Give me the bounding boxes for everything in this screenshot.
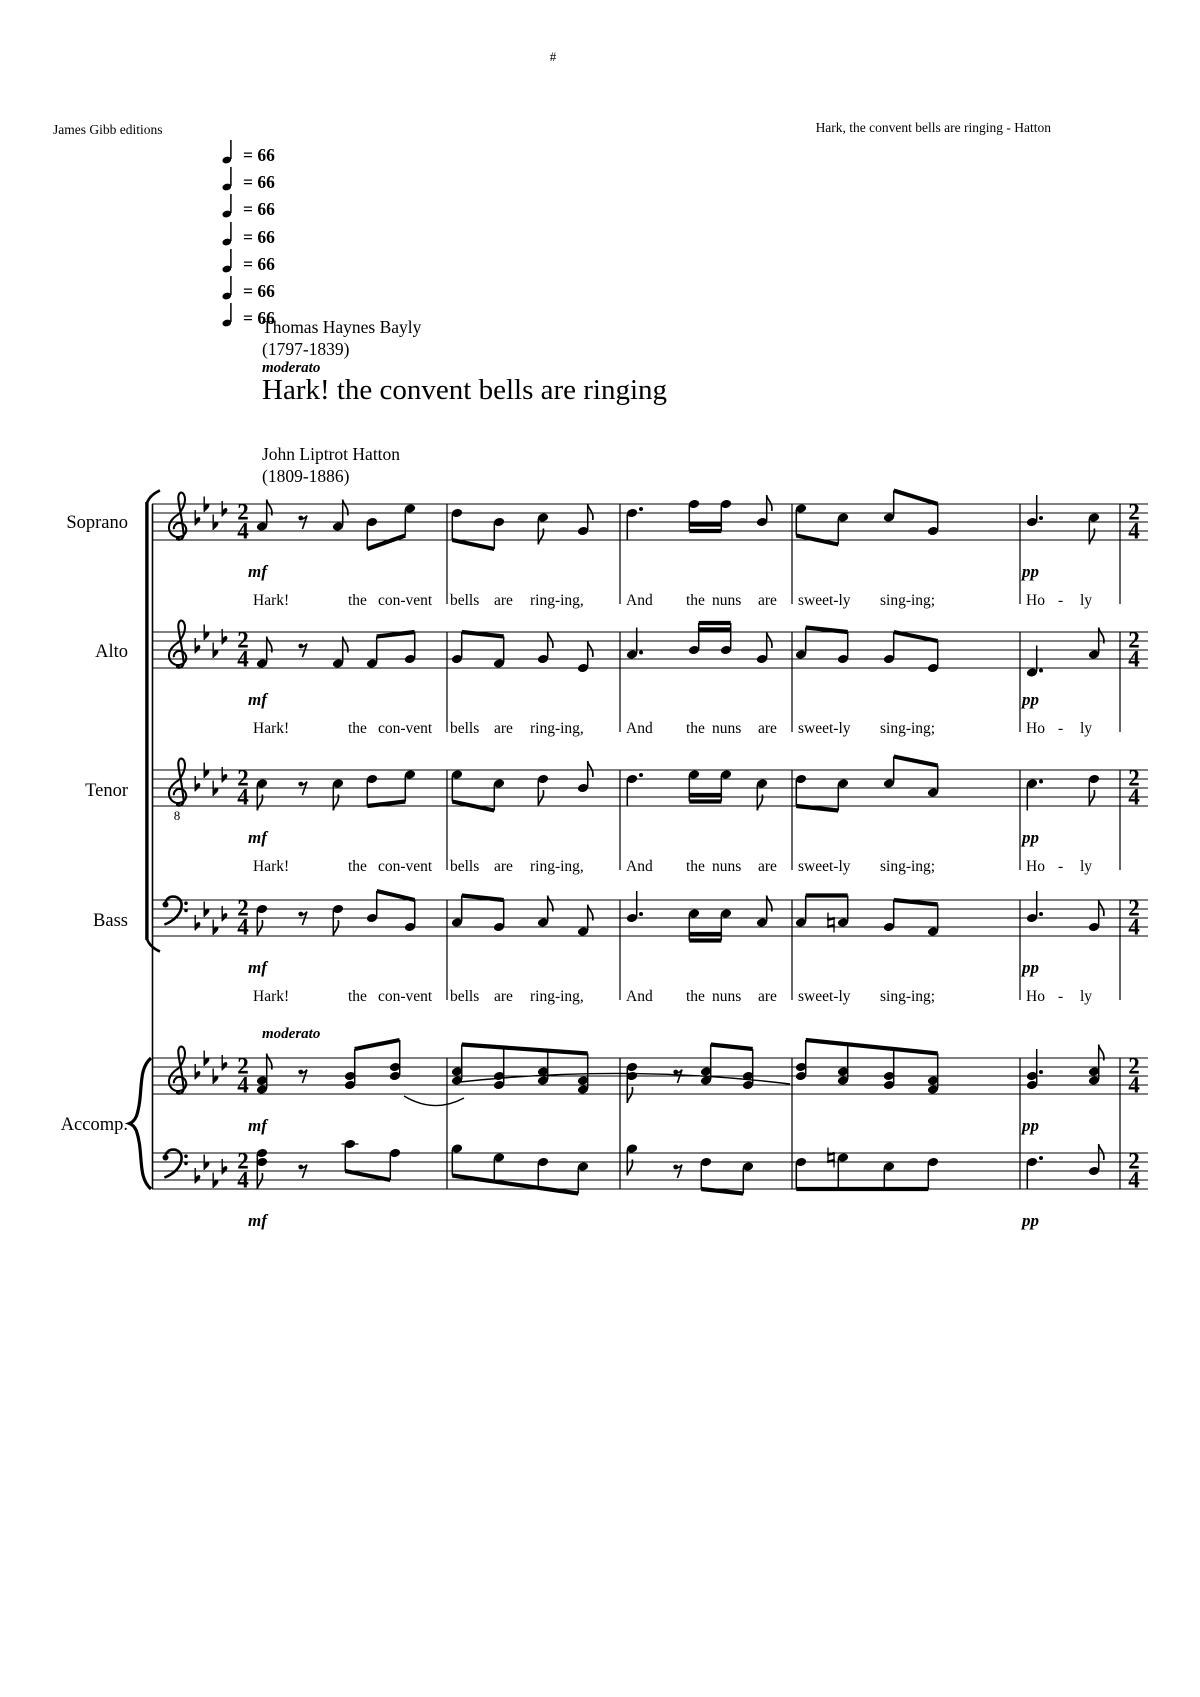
quarter-note-icon [222,192,236,219]
lyric-syllable: - [1058,592,1064,609]
accomp-tempo-text: moderato [262,1026,321,1042]
page-number-symbol: # [549,49,557,64]
dynamic-mf: mf [248,828,267,847]
lyric-syllable: nuns [712,988,742,1005]
composer-dates: (1809-1886) [262,466,350,486]
tempo-text: moderato [262,360,321,376]
lyric-syllable: sweet-ly [798,988,851,1005]
lyric-syllable: nuns [712,720,742,737]
dynamic-pp: pp [1022,690,1039,709]
lyric-syllable: ring-ing, [530,592,584,609]
staff-label-soprano: Soprano [66,513,128,533]
quarter-note-icon [222,247,236,274]
lyric-syllable: are [758,858,777,875]
svg-text:2: 2 [1128,765,1140,791]
lyric-syllable: sing-ing; [880,720,936,737]
lyricist-name: Thomas Haynes Bayly [262,317,422,337]
lyric-syllable: Ho [1026,720,1045,737]
tempo-marking [222,220,275,247]
svg-text:4: 4 [1128,784,1140,810]
lyric-syllable: are [494,720,513,737]
lyric-syllable: the [686,592,705,609]
lyric-syllable: ly [1080,592,1093,609]
svg-text:2: 2 [237,1053,249,1079]
dynamic-mf: mf [248,958,267,977]
running-header: Hark, the convent bells are ringing - Hatton [815,120,1051,135]
lyric-syllable: Ho [1026,592,1045,609]
dynamic-mf: mf [248,1116,267,1135]
lyric-syllable: - [1058,988,1064,1005]
lyric-syllable: the [348,858,367,875]
edition-credit: James Gibb editions [53,122,163,137]
tempo-marking [222,274,275,301]
lyric-syllable: the [348,988,367,1005]
lyric-syllable: con-vent [378,720,433,737]
lyric-syllable: are [758,720,777,737]
svg-text:2: 2 [237,499,249,525]
svg-text:4: 4 [1128,1072,1140,1098]
lyric-syllable: bells [450,720,480,737]
svg-text:2: 2 [1128,1148,1140,1174]
lyric-syllable: the [348,720,367,737]
svg-text:2: 2 [237,627,249,653]
svg-text:4: 4 [1128,1167,1140,1193]
tempo-value: = 66 [243,172,275,193]
lyric-syllable: con-vent [378,592,433,609]
svg-text:4: 4 [237,646,249,672]
svg-text:4: 4 [237,914,249,940]
lyric-syllable: ly [1080,720,1093,737]
staff-label-tenor: Tenor [85,781,128,801]
svg-text:4: 4 [1128,646,1140,672]
lyric-syllable: And [626,592,653,609]
svg-text:2: 2 [1128,1053,1140,1079]
lyric-syllable: sing-ing; [880,592,936,609]
lyric-syllable: ring-ing, [530,720,584,737]
lyric-syllable: are [758,988,777,1005]
lyric-syllable: Hark! [253,592,290,609]
tempo-marking [222,138,275,165]
tempo-marking [222,247,275,274]
dynamic-mf: mf [248,690,267,709]
dynamic-pp: pp [1022,1116,1039,1135]
lyric-syllable: ly [1080,858,1093,875]
tempo-value: = 66 [243,226,275,247]
lyric-syllable: bells [450,858,480,875]
staff-label-bass: Bass [93,911,128,931]
lyric-syllable: bells [450,988,480,1005]
staff-label-accomp: Accomp. [60,1115,128,1135]
lyric-syllable: And [626,720,653,737]
lyric-syllable: And [626,858,653,875]
lyric-syllable: the [686,858,705,875]
tempo-value: = 66 [243,281,275,301]
lyric-syllable: are [494,592,513,609]
svg-text:4: 4 [1128,914,1140,940]
svg-text:2: 2 [1128,499,1140,525]
lyric-syllable: are [494,988,513,1005]
svg-text:2: 2 [237,765,249,791]
lyric-syllable: sing-ing; [880,988,936,1005]
tempo-value: = 66 [243,308,275,329]
lyric-syllable: nuns [712,592,742,609]
dynamic-pp: pp [1022,1211,1039,1230]
quarter-note-icon [222,165,236,192]
svg-text:4: 4 [237,784,249,810]
piece-title: Hark! the convent bells are ringing [262,374,668,406]
dynamic-mf: mf [248,562,267,581]
lyric-syllable: Hark! [253,858,290,875]
dynamic-pp: pp [1022,562,1039,581]
quarter-note-icon [222,138,236,165]
lyric-syllable: sweet-ly [798,592,851,609]
quarter-note-icon [222,220,236,247]
tempo-value: = 66 [243,145,275,165]
lyric-syllable: Hark! [253,988,290,1005]
lyric-syllable: - [1058,858,1064,875]
lyric-syllable: the [686,988,705,1005]
lyric-syllable: Ho [1026,988,1045,1005]
svg-text:2: 2 [237,1148,249,1174]
svg-text:4: 4 [237,1167,249,1193]
dynamic-mf: mf [248,1211,267,1230]
svg-text:4: 4 [237,1072,249,1098]
lyric-syllable: sweet-ly [798,858,851,875]
lyric-syllable: And [626,988,653,1005]
svg-text:8: 8 [173,808,181,823]
lyric-syllable: sing-ing; [880,858,936,875]
svg-text:2: 2 [1128,627,1140,653]
lyric-syllable: con-vent [378,858,433,875]
dynamic-pp: pp [1022,958,1039,977]
lyric-syllable: the [686,720,705,737]
tempo-value: = 66 [243,253,275,274]
lyricist-dates: (1797-1839) [262,339,350,359]
composer-name: John Liptrot Hatton [262,444,401,464]
lyric-syllable: ly [1080,988,1093,1005]
lyric-syllable: are [758,592,777,609]
dynamic-pp: pp [1022,828,1039,847]
svg-text:2: 2 [1128,895,1140,921]
lyric-syllable: bells [450,592,480,609]
lyric-syllable: are [494,858,513,875]
lyric-syllable: the [348,592,367,609]
tempo-marking [222,192,275,219]
tempo-marking [222,165,275,192]
lyric-syllable: Hark! [253,720,290,737]
svg-text:4: 4 [237,518,249,544]
lyric-syllable: con-vent [378,988,433,1005]
lyric-syllable: - [1058,720,1064,737]
quarter-note-icon [222,274,236,301]
lyric-syllable: ring-ing, [530,858,584,875]
svg-text:4: 4 [1128,518,1140,544]
lyric-syllable: nuns [712,858,742,875]
tempo-value: = 66 [243,199,275,220]
lyric-syllable: ring-ing, [530,988,584,1005]
svg-text:2: 2 [237,895,249,921]
lyric-syllable: sweet-ly [798,720,851,737]
quarter-note-icon [222,301,236,328]
staff-label-alto: Alto [95,642,128,662]
lyric-syllable: Ho [1026,858,1045,875]
